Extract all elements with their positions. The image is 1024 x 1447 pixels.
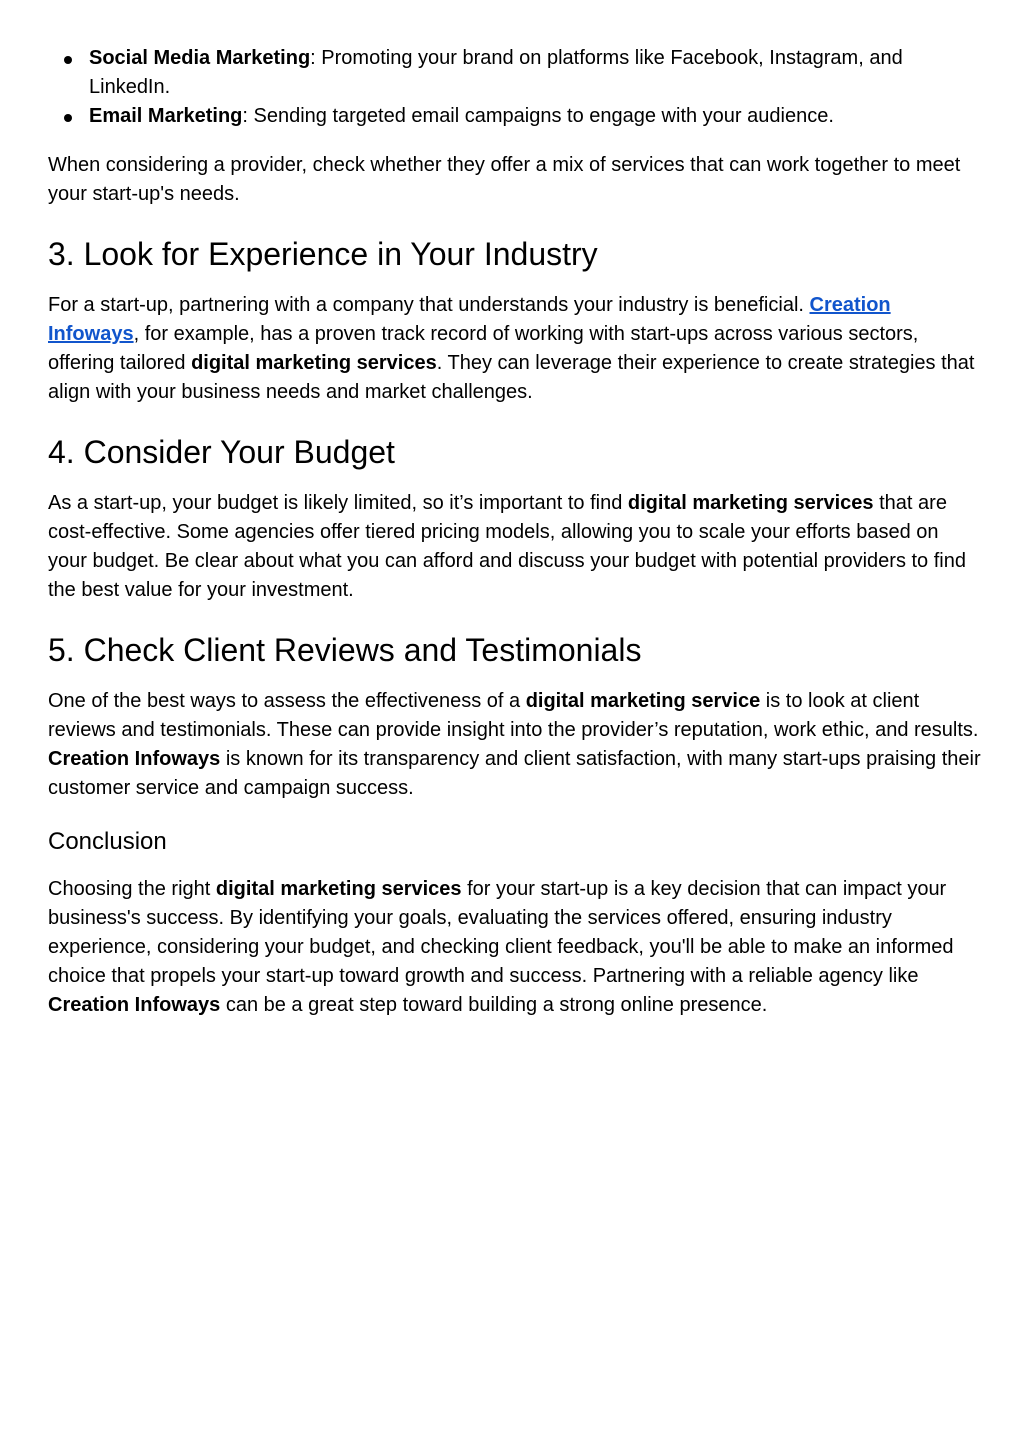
section-3-text-1: For a start-up, partnering with a company that understands your industry is beneficial.	[48, 294, 810, 316]
creation-infoways-link[interactable]: Creation Infoways	[48, 294, 891, 345]
section-5-text-2: is to look at client reviews and testimonials. These can provide insight into the provider’s reputation, work ethic, and results.	[48, 690, 979, 741]
section-4-paragraph	[48, 489, 982, 605]
services-list	[48, 44, 982, 131]
section-4-text-2: that are cost-effective. Some agencies offer tiered pricing models, allowing you to scale your efforts based on your budget. Be clear about what you can afford and discuss your budget with potential providers to find the best value for your investment.	[48, 492, 966, 601]
section-3-paragraph	[48, 291, 982, 407]
list-item	[48, 102, 982, 131]
list-item-text: : Promoting your brand on platforms like Facebook, Instagram, and LinkedIn.	[89, 47, 903, 98]
conclusion-bold-2: Creation Infoways	[48, 994, 221, 1016]
list-item-term: Social Media Marketing	[89, 47, 311, 69]
section-5-heading: 5. Check Client Reviews and Testimonials	[48, 632, 642, 668]
conclusion-text-2: for your start-up is a key decision that can impact your business's success. By identifying your goals, evaluating the services offered, ensuring industry experience, considering your budget, and checking client feedback, you'll be able to make an informed choice that propels your start-up toward growth and success. Partnering with a reliable agency like	[48, 878, 954, 987]
bullet-icon	[64, 56, 72, 64]
section-4-text-1: As a start-up, your budget is likely limited, so it’s important to find	[48, 492, 628, 514]
conclusion-text-1: Choosing the right	[48, 878, 216, 900]
section-4-bold: digital marketing services	[627, 492, 874, 514]
intro-paragraph: When considering a provider, check whether they offer a mix of services that can work together to meet your start-up's needs.	[48, 154, 961, 205]
section-3-text-3: . They can leverage their experience to create strategies that align with your business needs and market challenges.	[48, 352, 975, 403]
conclusion-paragraph	[48, 875, 982, 1020]
conclusion-heading: Conclusion	[48, 828, 167, 855]
list-item	[48, 44, 982, 102]
list-item-term: Email Marketing	[89, 105, 243, 127]
section-3-bold: digital marketing services	[191, 352, 437, 374]
conclusion-bold-1: digital marketing services	[215, 878, 462, 900]
section-5-bold-1: digital marketing service	[525, 690, 761, 712]
conclusion-text-3: can be a great step toward building a strong online presence.	[220, 994, 768, 1016]
section-5-text-3: is known for its transparency and client satisfaction, with many start-ups praising their customer service and campaign success.	[48, 748, 981, 799]
list-item-text: : Sending targeted email campaigns to engage with your audience.	[242, 105, 834, 127]
section-5-paragraph	[48, 687, 982, 803]
bullet-icon	[64, 114, 72, 122]
section-3-text-2: , for example, has a proven track record of working with start-ups across various sectors, offering tailored	[48, 323, 919, 374]
section-4-heading: 4. Consider Your Budget	[48, 434, 395, 470]
section-5-bold-2: Creation Infoways	[48, 748, 221, 770]
document-page	[48, 44, 982, 1020]
section-3-heading: 3. Look for Experience in Your Industry	[48, 236, 598, 272]
section-5-text-1: One of the best ways to assess the effectiveness of a	[48, 690, 526, 712]
